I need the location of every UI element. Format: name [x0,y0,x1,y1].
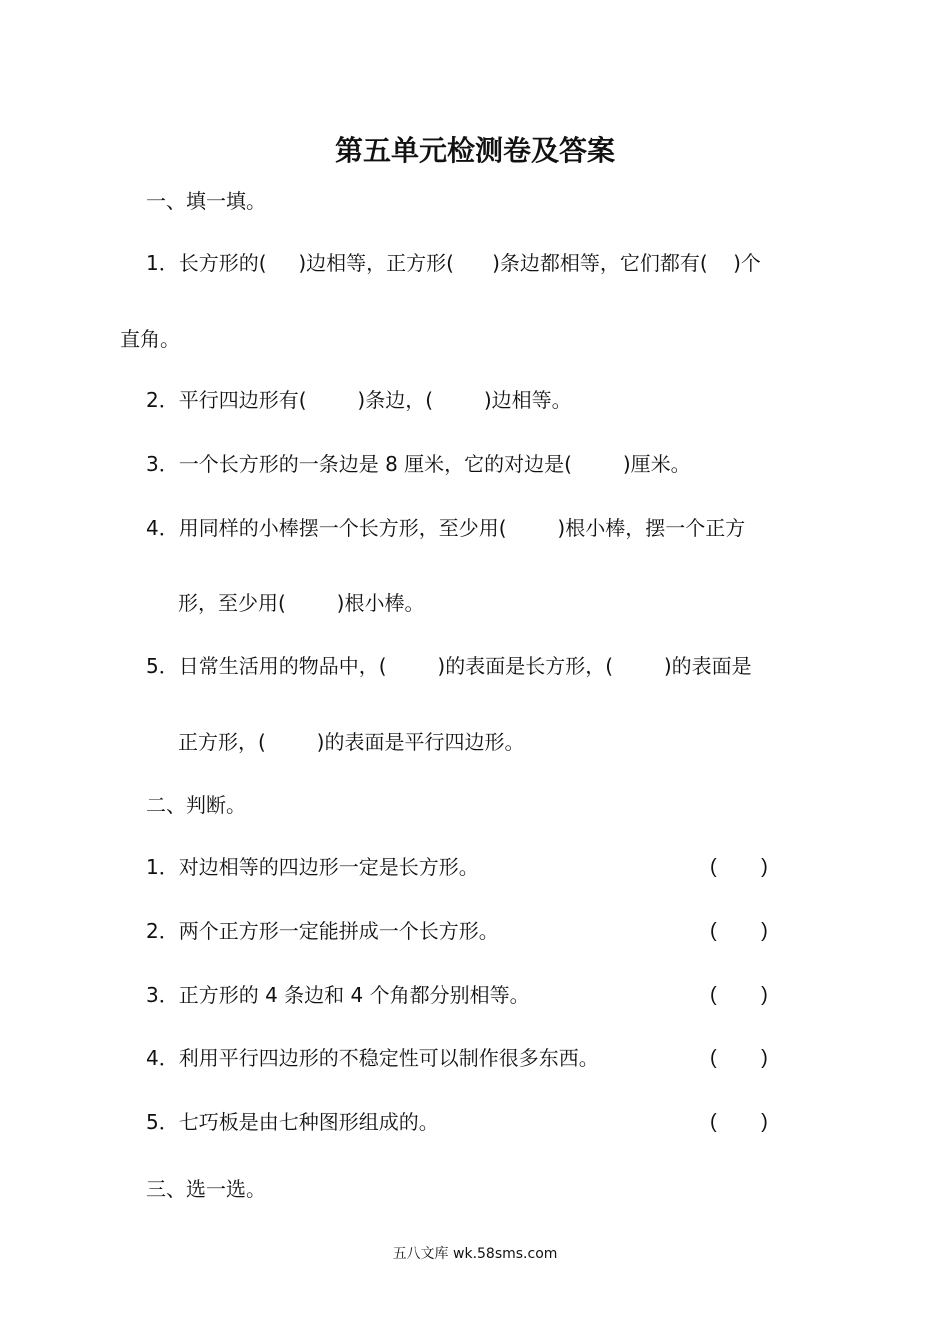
section3-heading: 三、选一选。 [146,1177,266,1201]
section2-heading: 二、判断。 [146,793,246,817]
judge-question-3: 3．正方形的 4 条边和 4 个角都分别相等。 [146,983,530,1007]
judge-answer-blank-5: ( ) [710,1111,768,1133]
judge-answer-blank-3: ( ) [710,984,768,1006]
judge-question-1: 1．对边相等的四边形一定是长方形。 [146,855,479,879]
page-title: 第五单元检测卷及答案 [334,134,615,167]
fill-question-1-line-1: 1．长方形的( )边相等，正方形( )条边都相等，它们都有( )个 [146,251,761,275]
fill-question-1-line-2: 直角。 [120,327,180,351]
judge-answer-blank-4: ( ) [710,1047,768,1069]
section1-heading: 一、填一填。 [146,189,266,213]
fill-question-4-line-1: 4．用同样的小棒摆一个长方形，至少用( )根小棒，摆一个正方 [146,516,746,540]
fill-question-5-line-2: 正方形，( )的表面是平行四边形。 [178,730,525,754]
judge-answer-blank-2: ( ) [710,920,768,942]
fill-question-2: 2．平行四边形有( )条边，( )边相等。 [146,388,572,412]
judge-answer-blank-1: ( ) [710,856,768,878]
fill-question-3: 3．一个长方形的一条边是 8 厘米，它的对边是( )厘米。 [146,452,691,476]
page-footer: 五八文库 wk.58sms.com [392,1246,558,1262]
fill-question-5-line-1: 5．日常生活用的物品中，( )的表面是长方形，( )的表面是 [146,654,752,678]
fill-question-4-line-2: 形，至少用( )根小棒。 [178,591,425,615]
judge-question-4: 4．利用平行四边形的不稳定性可以制作很多东西。 [146,1046,599,1070]
judge-question-2: 2．两个正方形一定能拼成一个长方形。 [146,919,499,943]
judge-question-5: 5．七巧板是由七种图形组成的。 [146,1110,439,1134]
